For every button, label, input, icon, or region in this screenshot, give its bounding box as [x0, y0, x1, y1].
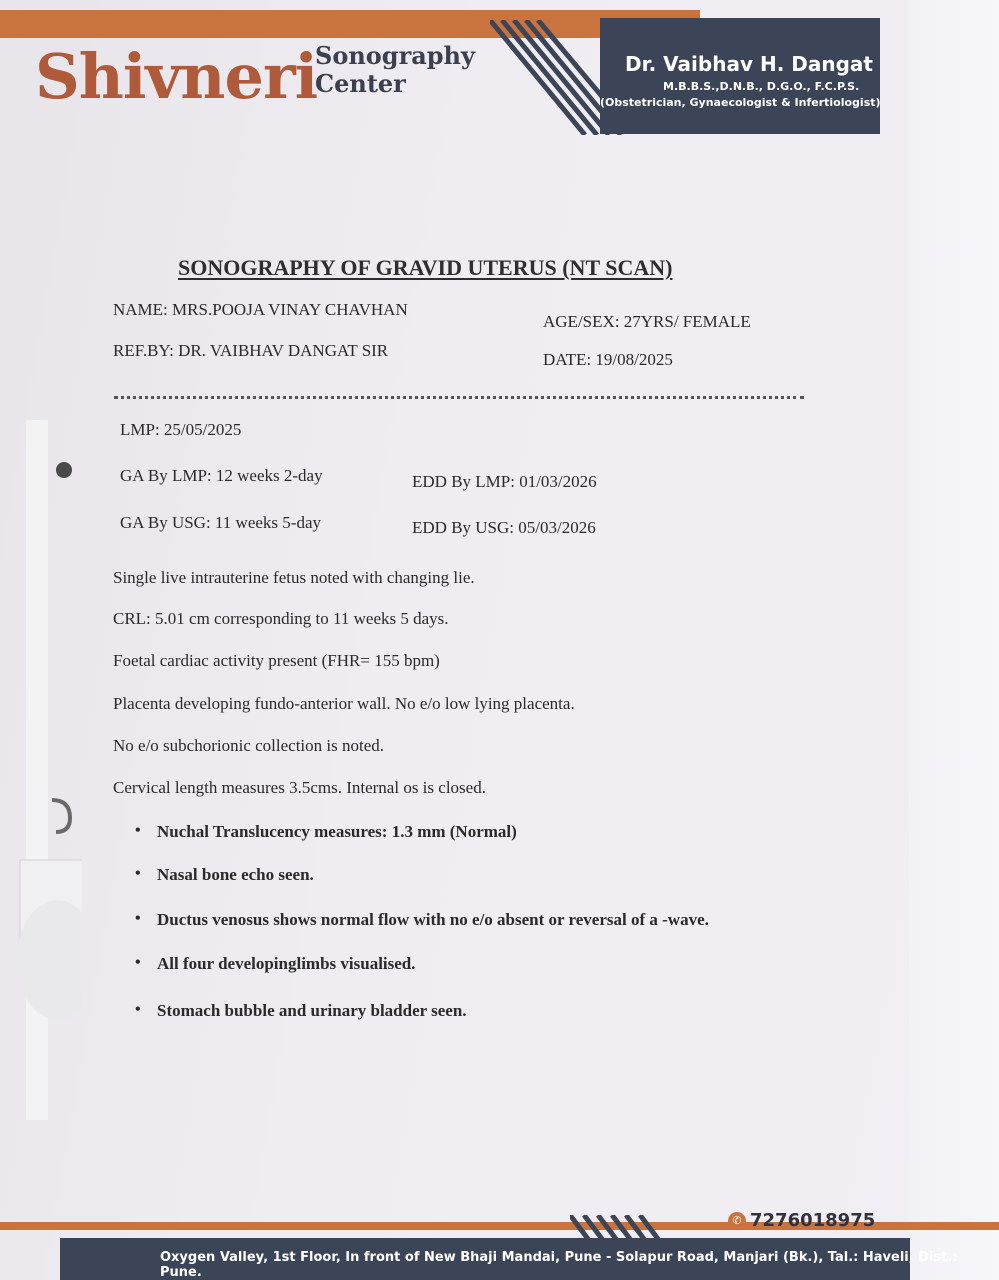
bullet-icon: •: [135, 1001, 141, 1018]
date-field: [543, 350, 673, 370]
footer-address: Oxygen Valley, 1st Floor, In front of New Bhaji Mandai, Pune - Solapur Road, Manjari (Bk.), Tal.: Haveli, Dist.: Pune.: [160, 1250, 958, 1280]
phone-icon: ✆: [728, 1212, 746, 1230]
refby-field: [113, 341, 388, 361]
patient-name-value: MRS.POOJA VINAY CHAVHAN: [172, 300, 408, 319]
doctor-specialty: (Obstetrician, Gynaecologist & Infertiologist): [600, 96, 881, 109]
edd-usg-line: EDD By USG: 05/03/2026: [412, 518, 596, 537]
logo-main-text: Shivneri: [35, 40, 318, 113]
agesex-label: AGE/SEX:: [543, 312, 620, 331]
bullet-item: Nuchal Translucency measures: 1.3 mm (Normal): [157, 822, 517, 841]
finding-line: Single live intrauterine fetus noted with changing lie.: [113, 568, 475, 587]
logo-sub-text: [315, 42, 475, 98]
refby-label: REF.BY:: [113, 341, 174, 360]
footer-stripes: [570, 1215, 690, 1255]
doctor-qualifications: M.B.B.S.,D.N.B., D.G.O., F.C.P.S.: [663, 80, 860, 93]
bullet-icon: •: [135, 822, 141, 839]
bullet-icon: •: [135, 910, 141, 927]
finding-line: No e/o subchorionic collection is noted.: [113, 736, 384, 755]
bullet-item: Nasal bone echo seen.: [157, 865, 314, 884]
agesex-field: [543, 312, 751, 332]
bullet-item: Stomach bubble and urinary bladder seen.: [157, 1001, 467, 1020]
phone-number: 7276018975: [750, 1210, 876, 1231]
date-value: 19/08/2025: [595, 350, 673, 369]
bullet-item: Ductus venosus shows normal flow with no e/o absent or reversal of a -wave.: [157, 910, 709, 929]
edd-lmp-line: EDD By LMP: 01/03/2026: [412, 472, 597, 491]
lmp-line: LMP: 25/05/2025: [120, 420, 242, 439]
finding-line: Cervical length measures 3.5cms. Internal os is closed.: [113, 778, 486, 797]
finding-line: Foetal cardiac activity present (FHR= 155 bpm): [113, 651, 440, 670]
logo-sub-line1: Sonography: [315, 41, 475, 70]
pen-image: [12, 420, 82, 1120]
logo-sub-line2: Center: [315, 69, 406, 98]
bullet-icon: •: [135, 865, 141, 882]
patient-name-field: [113, 300, 408, 320]
bullet-item: All four developinglimbs visualised.: [157, 954, 416, 973]
ga-lmp-line: GA By LMP: 12 weeks 2-day: [120, 466, 323, 485]
date-label: DATE:: [543, 350, 592, 369]
report-title: SONOGRAPHY OF GRAVID UTERUS (NT SCAN): [178, 255, 673, 280]
ga-usg-line: GA By USG: 11 weeks 5-day: [120, 513, 321, 532]
finding-line: Placenta developing fundo-anterior wall. No e/o low lying placenta.: [113, 694, 575, 713]
patient-name-label: NAME:: [113, 300, 168, 319]
phone-contact: [728, 1210, 875, 1231]
separator-dotted: [114, 396, 804, 399]
header-doctor-panel: [600, 18, 880, 134]
doctor-name: Dr. Vaibhav H. Dangat: [625, 52, 873, 76]
refby-value: DR. VAIBHAV DANGAT SIR: [178, 341, 389, 360]
bullet-icon: •: [135, 954, 141, 971]
finding-line: CRL: 5.01 cm corresponding to 11 weeks 5 days.: [113, 609, 449, 628]
paper-edge: [909, 0, 999, 1280]
agesex-value: 27YRS/ FEMALE: [623, 312, 751, 331]
